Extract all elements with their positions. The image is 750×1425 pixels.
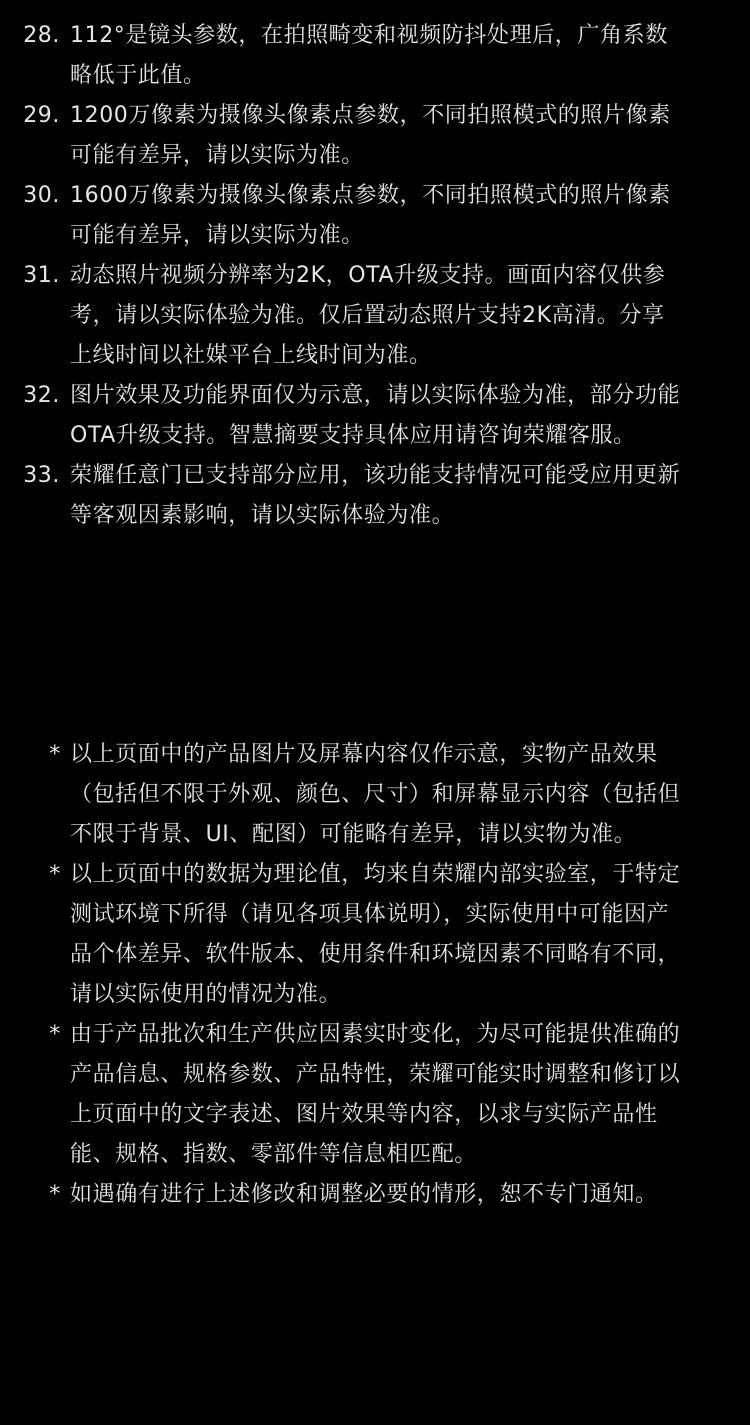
note-text: 动态照片视频分辨率为2K，OTA升级支持。画面内容仅供参考，请以实际体验为准。仅后置动态照片支持2K高清。分享上线时间以社媒平台上线时间为准。 (70, 263, 666, 368)
asterisk-bullet: * (49, 1022, 61, 1047)
note-text: 图片效果及功能界面仅为示意，请以实际体验为准，部分功能OTA升级支持。智慧摘要支持具体应用请咨询荣耀客服。 (70, 383, 681, 448)
disclaimer-text: 由于产品批次和生产供应因素实时变化，为尽可能提供准确的产品信息、规格参数、产品特性，荣耀可能实时调整和修订以上页面中的文字表述、图片效果等内容，以求与实际产品性能、规格、指数、零部件等信息相匹配。 (70, 1022, 681, 1167)
note-number: 33. (23, 463, 60, 488)
note-number: 29. (23, 103, 60, 128)
disclaimer-item-realtime-adjustment (0, 1015, 750, 1175)
disclaimer-item-no-notice (0, 1175, 750, 1215)
disclaimer-text: 如遇确有进行上述修改和调整必要的情形，恕不专门通知。 (70, 1182, 658, 1207)
disclaimer-item-product-images (0, 735, 750, 855)
note-text: 1600万像素为摄像头像素点参数，不同拍照模式的照片像素可能有差异，请以实际为准。 (70, 183, 671, 248)
disclaimer-text: 以上页面中的产品图片及屏幕内容仅作示意，实物产品效果（包括但不限于外观、颜色、尺寸）和屏幕显示内容（包括但不限于背景、UI、配图）可能略有差异，请以实物为准。 (70, 742, 681, 847)
disclaimer-text: 以上页面中的数据为理论值，均来自荣耀内部实验室，于特定测试环境下所得（请见各项具体说明），实际使用中可能因产品个体差异、软件版本、使用条件和环境因素不同略有不同，请以实际使用的情况为准。 (70, 862, 681, 1007)
asterisk-bullet: * (49, 862, 61, 887)
note-item-31 (0, 256, 750, 376)
note-text (70, 0, 682, 4)
note-item-27-cutoff (0, 0, 750, 4)
note-number: 32. (23, 383, 60, 408)
disclaimer-item-theoretical-data (0, 855, 750, 1015)
asterisk-bullet: * (49, 742, 61, 767)
note-number: 31. (23, 263, 60, 288)
asterisk-bullet: * (49, 1182, 61, 1207)
note-item-33 (0, 456, 750, 536)
note-item-30 (0, 176, 750, 256)
note-text: 荣耀任意门已支持部分应用，该功能支持情况可能受应用更新等客观因素影响，请以实际体验为准。 (70, 463, 681, 528)
note-item-28 (0, 16, 750, 96)
disclaimer-list (0, 735, 750, 1215)
numbered-notes-list (0, 0, 750, 536)
note-item-32 (0, 376, 750, 456)
note-text: 1200万像素为摄像头像素点参数，不同拍照模式的照片像素可能有差异，请以实际为准。 (70, 103, 671, 168)
note-number: 28. (23, 23, 60, 48)
note-text: 112°是镜头参数，在拍照畸变和视频防抖处理后，广角系数略低于此值。 (70, 23, 668, 88)
note-number: 30. (23, 183, 60, 208)
note-item-29 (0, 96, 750, 176)
